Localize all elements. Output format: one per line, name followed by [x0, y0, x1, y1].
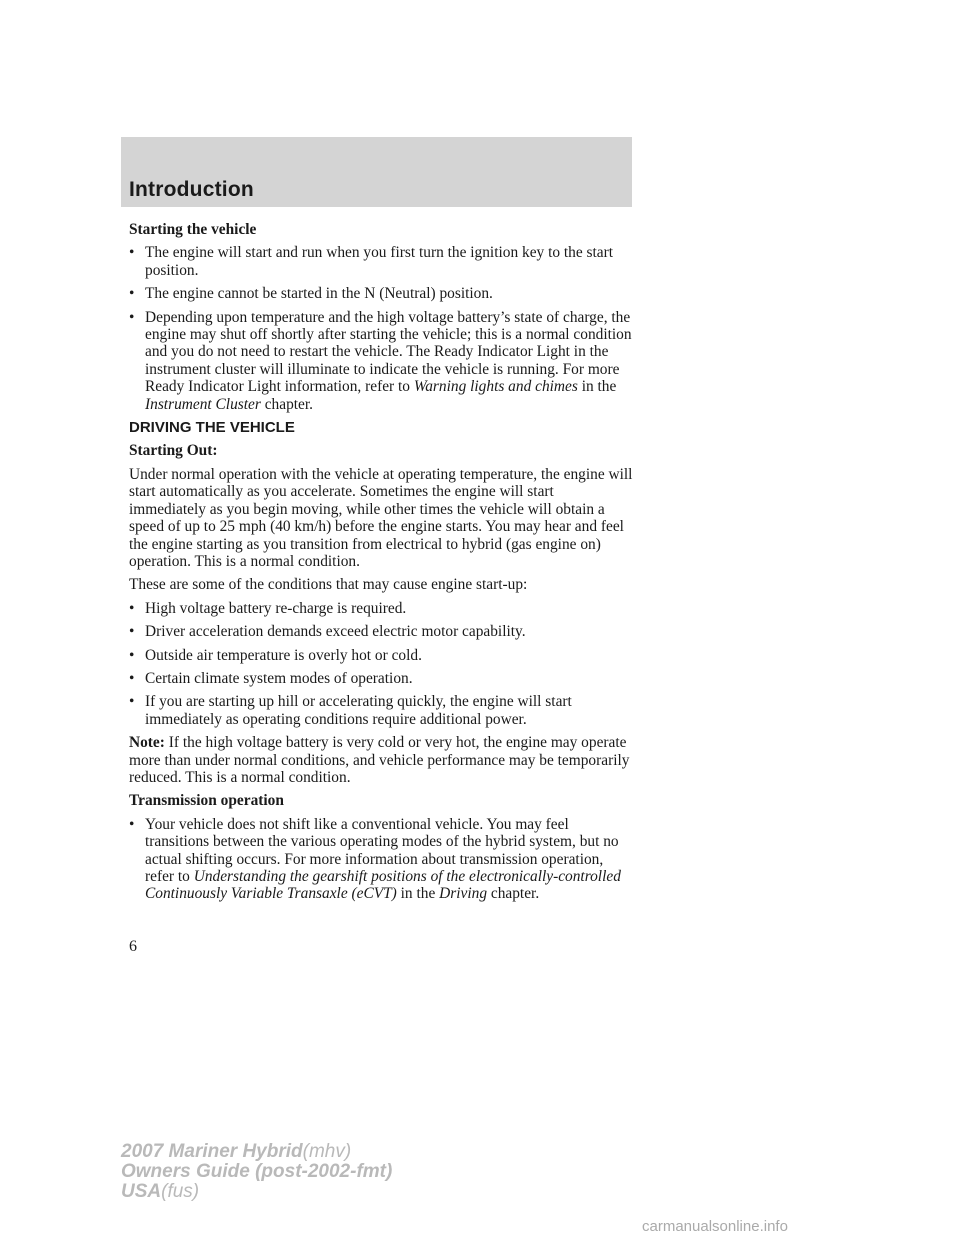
bullet-icon: • — [129, 669, 135, 687]
list-item — [129, 309, 634, 413]
bullet-icon: • — [129, 815, 135, 833]
list-item-text: Depending upon temperature and the high voltage battery’s state of charge, the engine may shut off shortly after starting the vehicle; this is a normal condition and you do not need to restart the vehicle. The Ready Indicator Light in the instrument cluster will illuminate to indicate the vehicle is running. For more Ready Indicator Light information, refer to — [145, 308, 632, 396]
list-item-text: Certain climate system modes of operation. — [145, 669, 413, 687]
list-item-text: Driver acceleration demands exceed electric motor capability. — [145, 623, 526, 641]
paragraph: Under normal operation with the vehicle at operating temperature, the engine will start automatically as you accelerate. Sometimes the engine will start immediately as you begin moving, while other times the vehicle will obtain a speed of up to 25 mph (40 km/h) before the engine starts. You may hear and feel the engine starting as you transition from electrical to hybrid (gas engine on) operation. This is a normal condition. — [129, 465, 633, 570]
footer-model-code: (mhv) — [302, 1141, 352, 1162]
list-item-text: in the — [577, 378, 617, 396]
note-label: Note: — [129, 734, 165, 752]
list-item — [129, 623, 634, 640]
cross-reference-link: Instrument Cluster — [145, 395, 261, 413]
list-item — [129, 285, 634, 302]
bullet-icon: • — [129, 285, 135, 303]
section-heading-driving: DRIVING THE VEHICLE — [129, 419, 295, 437]
list-item-text: The engine cannot be started in the N (Neutral) position. — [145, 285, 493, 303]
list-item-text: chapter. — [260, 395, 313, 413]
note — [129, 734, 634, 786]
bullet-icon: • — [129, 623, 135, 641]
list-item — [129, 647, 634, 664]
list-item-text: chapter. — [487, 885, 540, 903]
cross-reference-link: Understanding the gearshift positions of the electronically-controlled Continuously Variable Transaxle (eCVT) — [145, 868, 621, 903]
footer-guide: Owners Guide (post-2002-fmt) — [121, 1161, 393, 1182]
document-footer — [121, 1142, 392, 1202]
subheading-transmission: Transmission operation — [129, 792, 284, 810]
list-item — [129, 244, 634, 279]
bullet-icon: • — [129, 244, 135, 262]
subheading-starting-out: Starting Out: — [129, 442, 218, 460]
note-text: If the high voltage battery is very cold or very hot, the engine may operate more than under normal conditions, and vehicle performance may be temporarily reduced. This is a normal condition. — [129, 734, 630, 786]
list-item-text: If you are starting up hill or accelerating quickly, the engine will start immediately as operating conditions require additional power. — [145, 693, 572, 728]
section-title: Introduction — [129, 178, 254, 201]
cross-reference-link: Warning lights and chimes — [413, 378, 578, 396]
paragraph: These are some of the conditions that may cause engine start-up: — [129, 576, 528, 594]
bullet-icon: • — [129, 599, 135, 617]
watermark: carmanualsonline.info — [642, 1218, 788, 1235]
section-header-band — [121, 137, 632, 207]
footer-market-code: (fus) — [161, 1181, 200, 1202]
list-item-text: Outside air temperature is overly hot or cold. — [145, 646, 422, 664]
footer-model: 2007 Mariner Hybrid — [121, 1141, 303, 1162]
list-item — [129, 670, 634, 687]
subheading-starting-vehicle: Starting the vehicle — [129, 221, 257, 238]
list-item-text: in the — [396, 885, 440, 903]
list-item-text: Your vehicle does not shift like a conventional vehicle. You may feel transitions between the various operating modes of the hybrid system, but no actual shifting occurs. For more information about transmission operation, refer to — [145, 815, 619, 885]
list-item — [129, 816, 634, 903]
list-item — [129, 693, 634, 728]
list-item-text: High voltage battery re-charge is required. — [145, 599, 407, 617]
list-item — [129, 600, 634, 617]
bullet-icon: • — [129, 646, 135, 664]
bullet-icon: • — [129, 308, 135, 326]
page-content — [129, 221, 634, 909]
list-item-text: The engine will start and run when you first turn the ignition key to the start position. — [145, 244, 614, 279]
cross-reference-link: Driving — [439, 885, 488, 903]
footer-market: USA — [121, 1181, 162, 1202]
page-number: 6 — [129, 938, 137, 955]
bullet-icon: • — [129, 693, 135, 711]
